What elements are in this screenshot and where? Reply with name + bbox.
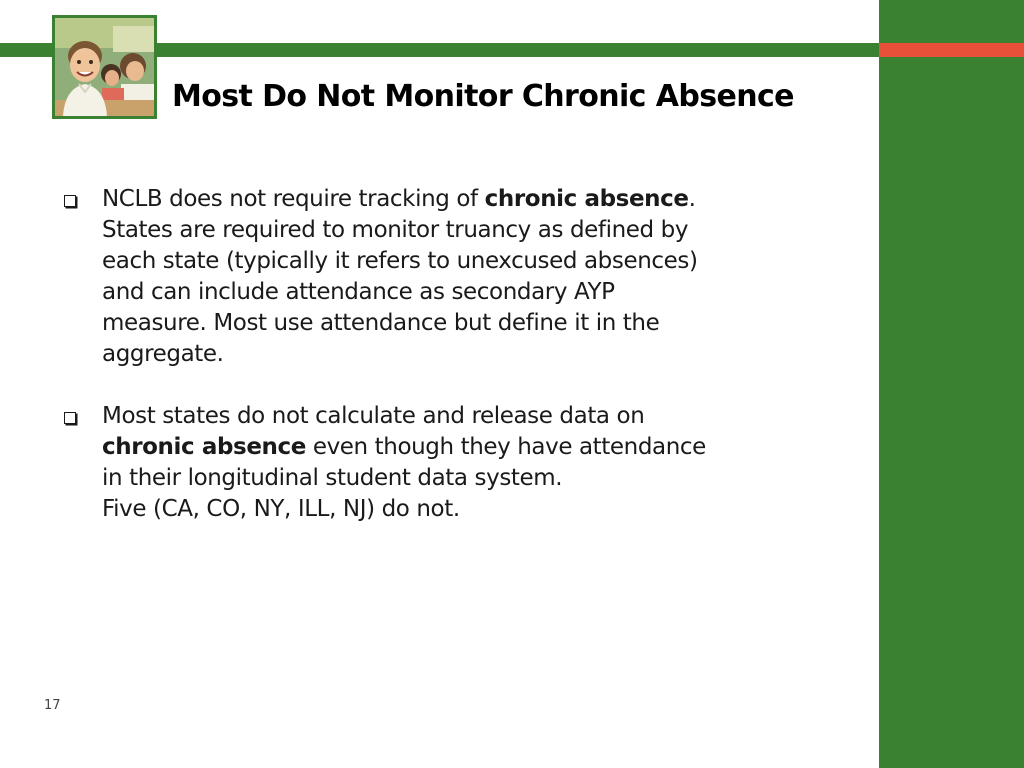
students-photo	[52, 15, 157, 119]
bullet-line: measure. Most use attendance but define it in the	[102, 310, 660, 336]
square-bullet-icon	[64, 412, 76, 424]
bullet-line: aggregate.	[102, 341, 224, 367]
bullet-list	[62, 184, 852, 525]
page-number: 17	[44, 698, 61, 713]
slide-title: Most Do Not Monitor Chronic Absence	[172, 79, 794, 114]
bullet-line: and can include attendance as secondary AYP	[102, 279, 615, 305]
bullet-line: NCLB does not require tracking of chronic absence.	[102, 186, 696, 212]
bullet-item	[62, 184, 852, 370]
bullet-line: in their longitudinal student data system.	[102, 465, 563, 491]
right-green-panel	[879, 0, 1024, 768]
students-photo-illustration	[55, 18, 154, 116]
bullet-line: each state (typically it refers to unexcused absences)	[102, 248, 698, 274]
red-accent-rule	[879, 43, 1024, 57]
bullet-line: chronic absence even though they have attendance	[102, 434, 706, 460]
bullet-line: Most states do not calculate and release data on	[102, 403, 645, 429]
bullet-line: Five (CA, CO, NY, ILL, NJ) do not.	[102, 496, 460, 522]
bullet-item	[62, 401, 852, 525]
bullet-line: States are required to monitor truancy as defined by	[102, 217, 689, 243]
square-bullet-icon	[64, 195, 76, 207]
